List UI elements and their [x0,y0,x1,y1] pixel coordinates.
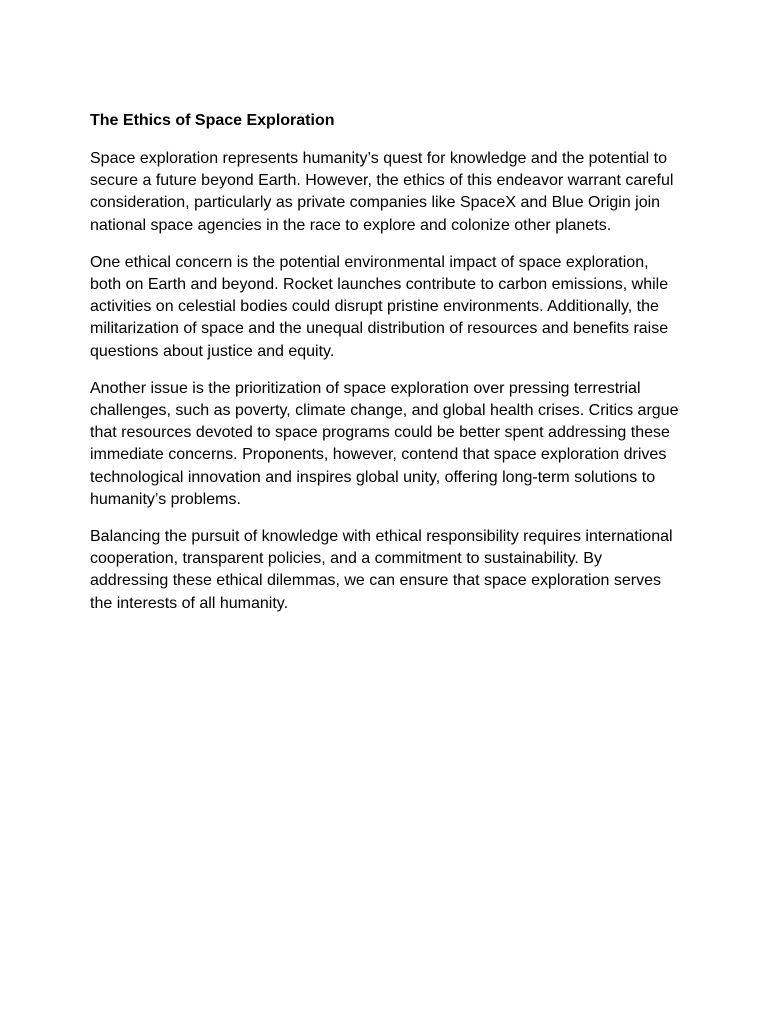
paragraph-4: Balancing the pursuit of knowledge with ethical responsibility requires international cooperation, transparent policies, and a commitment to sustainability. By addressing these ethical dilemmas, we can ensure that space exploration serves the interests of all humanity. [90,528,673,612]
paragraph-3: Another issue is the prioritization of space exploration over pressing terrestrial challenges, such as poverty, climate change, and global health crises. Critics argue that resources devoted to space programs could be better spent addressing these immediate concerns. Proponents, however, contend that space exploration drives technological innovation and inspires global unity, offering long-term solutions to humanity’s problems. [90,379,679,508]
document-body [90,110,680,630]
paragraph-2: One ethical concern is the potential environmental impact of space exploration, both on Earth and beyond. Rocket launches contribute to carbon emissions, while activities on celestial bodies could disrupt pristine environments. Additionally, the militarization of space and the unequal distribution of resources and benefits raise questions about justice and equity. [90,253,669,360]
document-title: The Ethics of Space Exploration [90,112,335,129]
paragraph-1: Space exploration represents humanity’s quest for knowledge and the potential to secure a future beyond Earth. However, the ethics of this endeavor warrant careful consideration, particularly as private companies like SpaceX and Blue Origin join national space agencies in the race to explore and colonize other planets. [90,150,674,234]
